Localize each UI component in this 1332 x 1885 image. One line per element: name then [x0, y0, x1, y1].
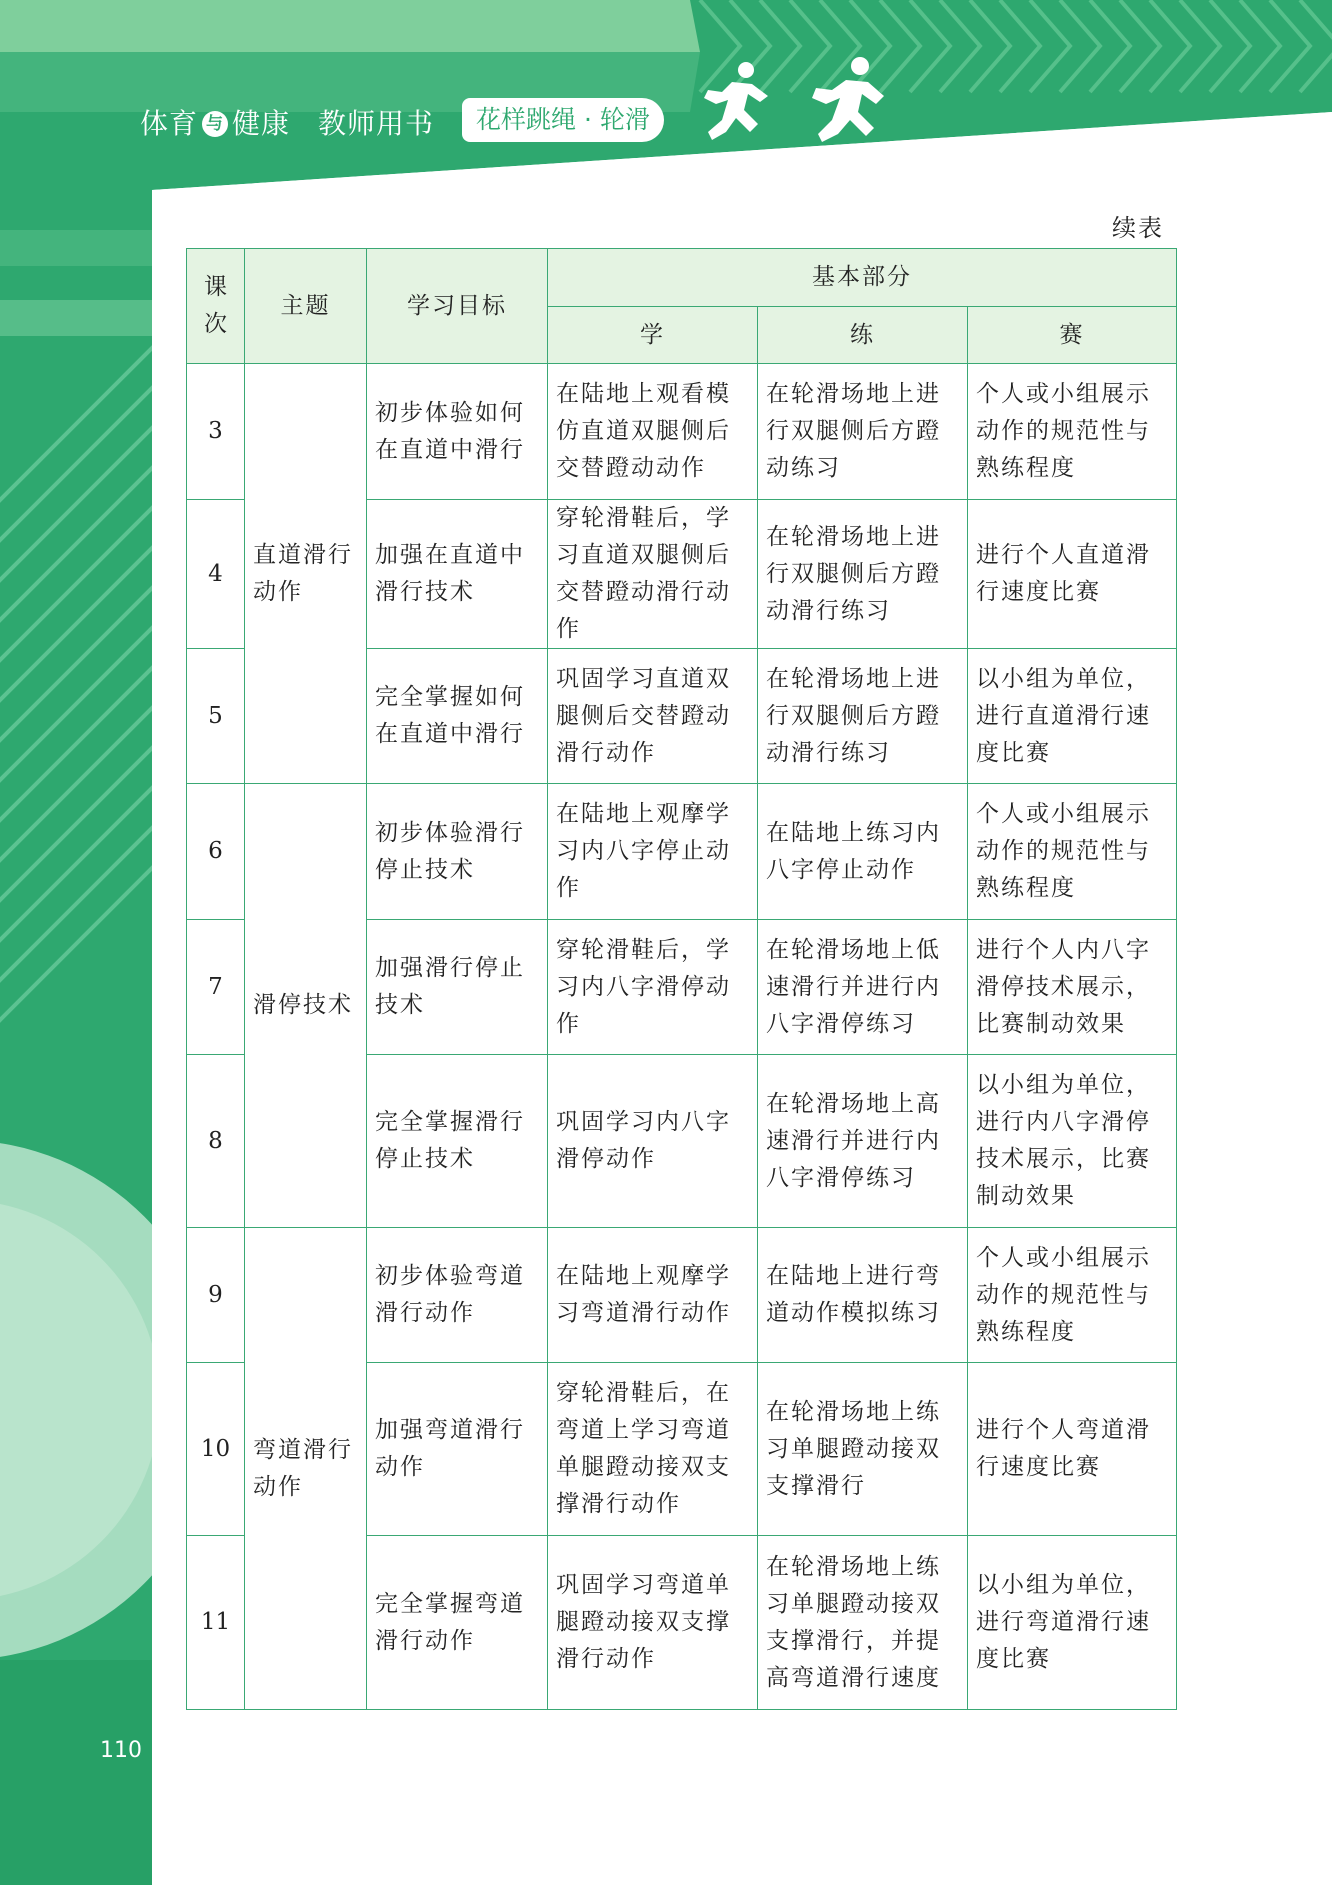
practice-cell: 在陆地上进行弯道动作模拟练习 — [758, 1228, 968, 1363]
book-subtitle: 教师用书 — [318, 107, 435, 140]
lesson-number: 6 — [187, 784, 245, 920]
goal-cell: 完全掌握滑行停止技术 — [367, 1055, 548, 1228]
goal-cell: 加强在直道中滑行技术 — [367, 500, 548, 649]
compete-cell: 进行个人直道滑行速度比赛 — [968, 500, 1177, 649]
learn-cell: 在陆地上观摩学习弯道滑行动作 — [548, 1228, 758, 1363]
table-row — [187, 364, 1177, 500]
header-goal: 学习目标 — [367, 249, 548, 364]
learn-cell: 穿轮滑鞋后，学习直道双腿侧后交替蹬动滑行动作 — [548, 500, 758, 649]
goal-cell: 初步体验滑行停止技术 — [367, 784, 548, 920]
lesson-number: 8 — [187, 1055, 245, 1228]
theme-cell: 滑停技术 — [245, 784, 367, 1228]
lesson-plan-table — [186, 248, 1177, 1710]
goal-cell: 完全掌握弯道滑行动作 — [367, 1536, 548, 1710]
goal-cell: 初步体验弯道滑行动作 — [367, 1228, 548, 1363]
lesson-number: 5 — [187, 649, 245, 784]
learn-cell: 穿轮滑鞋后，学习内八字滑停动作 — [548, 920, 758, 1055]
lesson-number: 10 — [187, 1363, 245, 1536]
lesson-number: 11 — [187, 1536, 245, 1710]
practice-cell: 在轮滑场地上练习单腿蹬动接双支撑滑行 — [758, 1363, 968, 1536]
goal-cell: 加强弯道滑行动作 — [367, 1363, 548, 1536]
compete-cell: 以小组为单位，进行内八字滑停技术展示，比赛制动效果 — [968, 1055, 1177, 1228]
goal-cell: 初步体验如何在直道中滑行 — [367, 364, 548, 500]
header-lesson: 课次 — [187, 249, 245, 364]
practice-cell: 在轮滑场地上练习单腿蹬动接双支撑滑行，并提高弯道滑行速度 — [758, 1536, 968, 1710]
header-compete: 赛 — [968, 307, 1177, 364]
title-right: 健康 — [232, 107, 291, 140]
learn-cell: 巩固学习直道双腿侧后交替蹬动滑行动作 — [548, 649, 758, 784]
table-header-row — [187, 249, 1177, 307]
book-title — [140, 104, 434, 144]
learn-cell: 穿轮滑鞋后，在弯道上学习弯道单腿蹬动接双支撑滑行动作 — [548, 1363, 758, 1536]
table-row — [187, 784, 1177, 920]
practice-cell: 在陆地上练习内八字停止动作 — [758, 784, 968, 920]
practice-cell: 在轮滑场地上低速滑行并进行内八字滑停练习 — [758, 920, 968, 1055]
practice-cell: 在轮滑场地上高速滑行并进行内八字滑停练习 — [758, 1055, 968, 1228]
compete-cell: 以小组为单位，进行弯道滑行速度比赛 — [968, 1536, 1177, 1710]
title-left: 体育 — [140, 107, 199, 140]
compete-cell: 进行个人弯道滑行速度比赛 — [968, 1363, 1177, 1536]
practice-cell: 在轮滑场地上进行双腿侧后方蹬动滑行练习 — [758, 500, 968, 649]
compete-cell: 个人或小组展示动作的规范性与熟练程度 — [968, 364, 1177, 500]
compete-cell: 个人或小组展示动作的规范性与熟练程度 — [968, 1228, 1177, 1363]
compete-cell: 进行个人内八字滑停技术展示，比赛制动效果 — [968, 920, 1177, 1055]
practice-cell: 在轮滑场地上进行双腿侧后方蹬动练习 — [758, 364, 968, 500]
goal-cell: 完全掌握如何在直道中滑行 — [367, 649, 548, 784]
learn-cell: 在陆地上观看模仿直道双腿侧后交替蹬动动作 — [548, 364, 758, 500]
header-learn: 学 — [548, 307, 758, 364]
header-practice: 练 — [758, 307, 968, 364]
lesson-number: 9 — [187, 1228, 245, 1363]
page-number: 110 — [100, 1738, 142, 1763]
header-theme: 主题 — [245, 249, 367, 364]
lesson-number: 7 — [187, 920, 245, 1055]
learn-cell: 巩固学习弯道单腿蹬动接双支撑滑行动作 — [548, 1536, 758, 1710]
lesson-number: 3 — [187, 364, 245, 500]
learn-cell: 巩固学习内八字滑停动作 — [548, 1055, 758, 1228]
lesson-number: 4 — [187, 500, 245, 649]
title-connector-badge: 与 — [202, 111, 228, 137]
learn-cell: 在陆地上观摩学习内八字停止动作 — [548, 784, 758, 920]
header-basic-part: 基本部分 — [548, 249, 1177, 307]
compete-cell: 个人或小组展示动作的规范性与熟练程度 — [968, 784, 1177, 920]
table-row — [187, 1228, 1177, 1363]
compete-cell: 以小组为单位，进行直道滑行速度比赛 — [968, 649, 1177, 784]
section-badge: 花样跳绳 · 轮滑 — [462, 98, 664, 142]
theme-cell: 直道滑行动作 — [245, 364, 367, 784]
goal-cell: 加强滑行停止技术 — [367, 920, 548, 1055]
theme-cell: 弯道滑行动作 — [245, 1228, 367, 1710]
practice-cell: 在轮滑场地上进行双腿侧后方蹬动滑行练习 — [758, 649, 968, 784]
continued-table-label: 续表 — [1112, 214, 1164, 242]
